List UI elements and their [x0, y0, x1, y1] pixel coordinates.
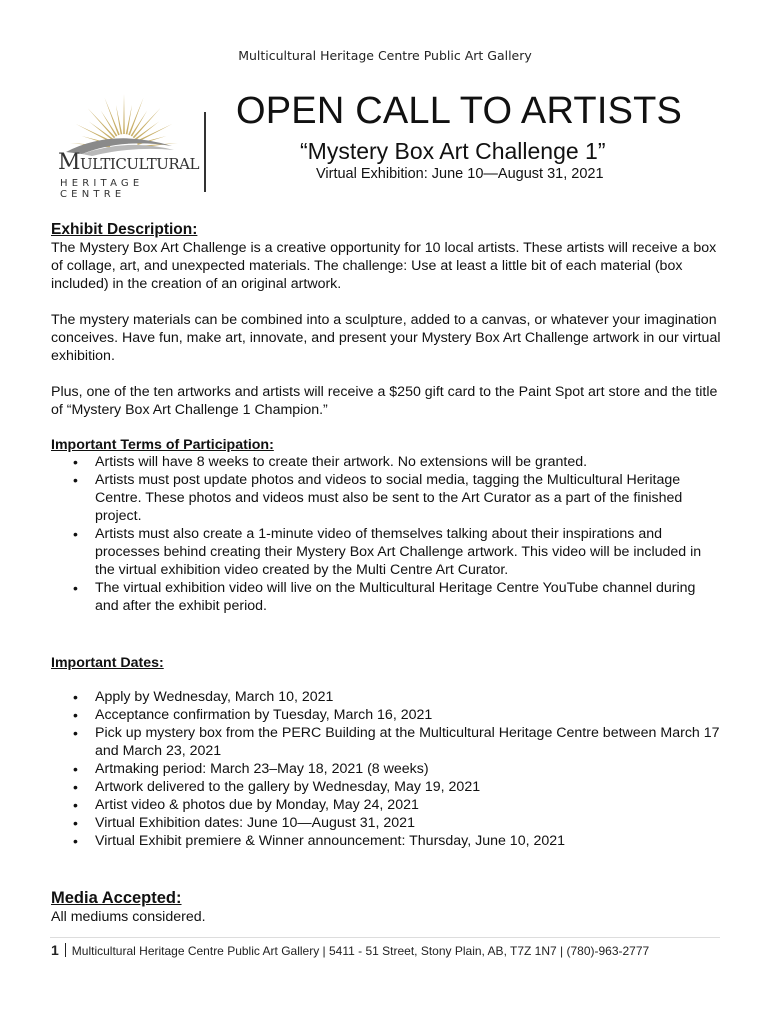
exhibition-dates: Virtual Exhibition: June 10—August 31, 2021 — [316, 166, 604, 182]
list-item: • Artists must post update photos and videos to social media, tagging the Multicultural Heritage Centre. These photos and videos must also be sent to the Art Curator as a part of the finished project. — [71, 471, 721, 525]
logo-wordmark: Multicultural — [58, 150, 199, 175]
list-item: • Apply by Wednesday, March 10, 2021 — [71, 688, 721, 706]
footer-divider — [50, 937, 720, 938]
exhibit-paragraph-3: Plus, one of the ten artworks and artists will receive a $250 gift card to the Paint Spot art store and the title of “Mystery Box Art Challenge 1 Champion.” — [51, 384, 718, 418]
logo-subtitle: HERITAGE CENTRE — [60, 178, 144, 200]
list-item: • The virtual exhibition video will live on the Multicultural Heritage Centre YouTube channel during and after the exhibit period. — [71, 579, 721, 615]
page-title: OPEN CALL TO ARTISTS — [236, 90, 683, 132]
list-item: • Acceptance confirmation by Tuesday, March 16, 2021 — [71, 706, 721, 724]
exhibit-paragraph-1: The Mystery Box Art Challenge is a creative opportunity for 10 local artists. These artists will receive a box of collage, art, and unexpected materials. The challenge: Use at least a little bit of each material (box included) in the creation of an original artwork. — [51, 240, 717, 292]
media-text: All mediums considered. — [51, 909, 206, 925]
terms-heading: Important Terms of Participation: — [51, 437, 274, 453]
footer-separator — [65, 943, 66, 957]
exhibit-description-heading: Exhibit Description: — [51, 221, 198, 238]
list-item: • Artwork delivered to the gallery by Wednesday, May 19, 2021 — [71, 778, 721, 796]
running-header: Multicultural Heritage Centre Public Art Gallery — [238, 48, 532, 63]
footer-address: Multicultural Heritage Centre Public Art Gallery | 5411 - 51 Street, Stony Plain, AB, T7Z 1N7 | (780)-963-2777 — [71, 944, 650, 958]
list-item: • Artist video & photos due by Monday, May 24, 2021 — [71, 796, 721, 814]
terms-section — [51, 437, 721, 615]
list-item: • Artists must also create a 1-minute video of themselves talking about their inspirations and processes behind creating their Mystery Box Art Challenge artwork. This video will be included in the virtual exhibition video created by the Multi Centre Art Curator. — [71, 525, 721, 579]
page-footer — [51, 942, 649, 958]
terms-list — [71, 453, 721, 615]
list-item: • Virtual Exhibit premiere & Winner announcement: Thursday, June 10, 2021 — [71, 832, 721, 850]
list-item: • Pick up mystery box from the PERC Building at the Multicultural Heritage Centre between March 17 and March 23, 2021 — [71, 724, 721, 760]
dates-list — [71, 688, 721, 850]
header-divider — [204, 112, 206, 192]
dates-section — [51, 655, 721, 850]
list-item: • Virtual Exhibition dates: June 10—August 31, 2021 — [71, 814, 721, 832]
page-number: 1 — [51, 942, 59, 958]
multicultural-heritage-centre-logo — [52, 90, 199, 200]
media-heading: Media Accepted: — [51, 889, 182, 907]
media-section — [51, 889, 721, 926]
list-item: • Artists will have 8 weeks to create their artwork. No extensions will be granted. — [71, 453, 721, 471]
exhibit-description-section — [51, 221, 721, 419]
list-item: • Artmaking period: March 23–May 18, 2021 (8 weeks) — [71, 760, 721, 778]
challenge-subtitle: “Mystery Box Art Challenge 1” — [300, 138, 606, 164]
dates-heading: Important Dates: — [51, 655, 164, 671]
exhibit-paragraph-2: The mystery materials can be combined into a sculpture, added to a canvas, or whatever your imagination conceives. Have fun, make art, innovate, and present your Mystery Box Art Challenge artwork in our virtual exhibition. — [51, 312, 721, 364]
